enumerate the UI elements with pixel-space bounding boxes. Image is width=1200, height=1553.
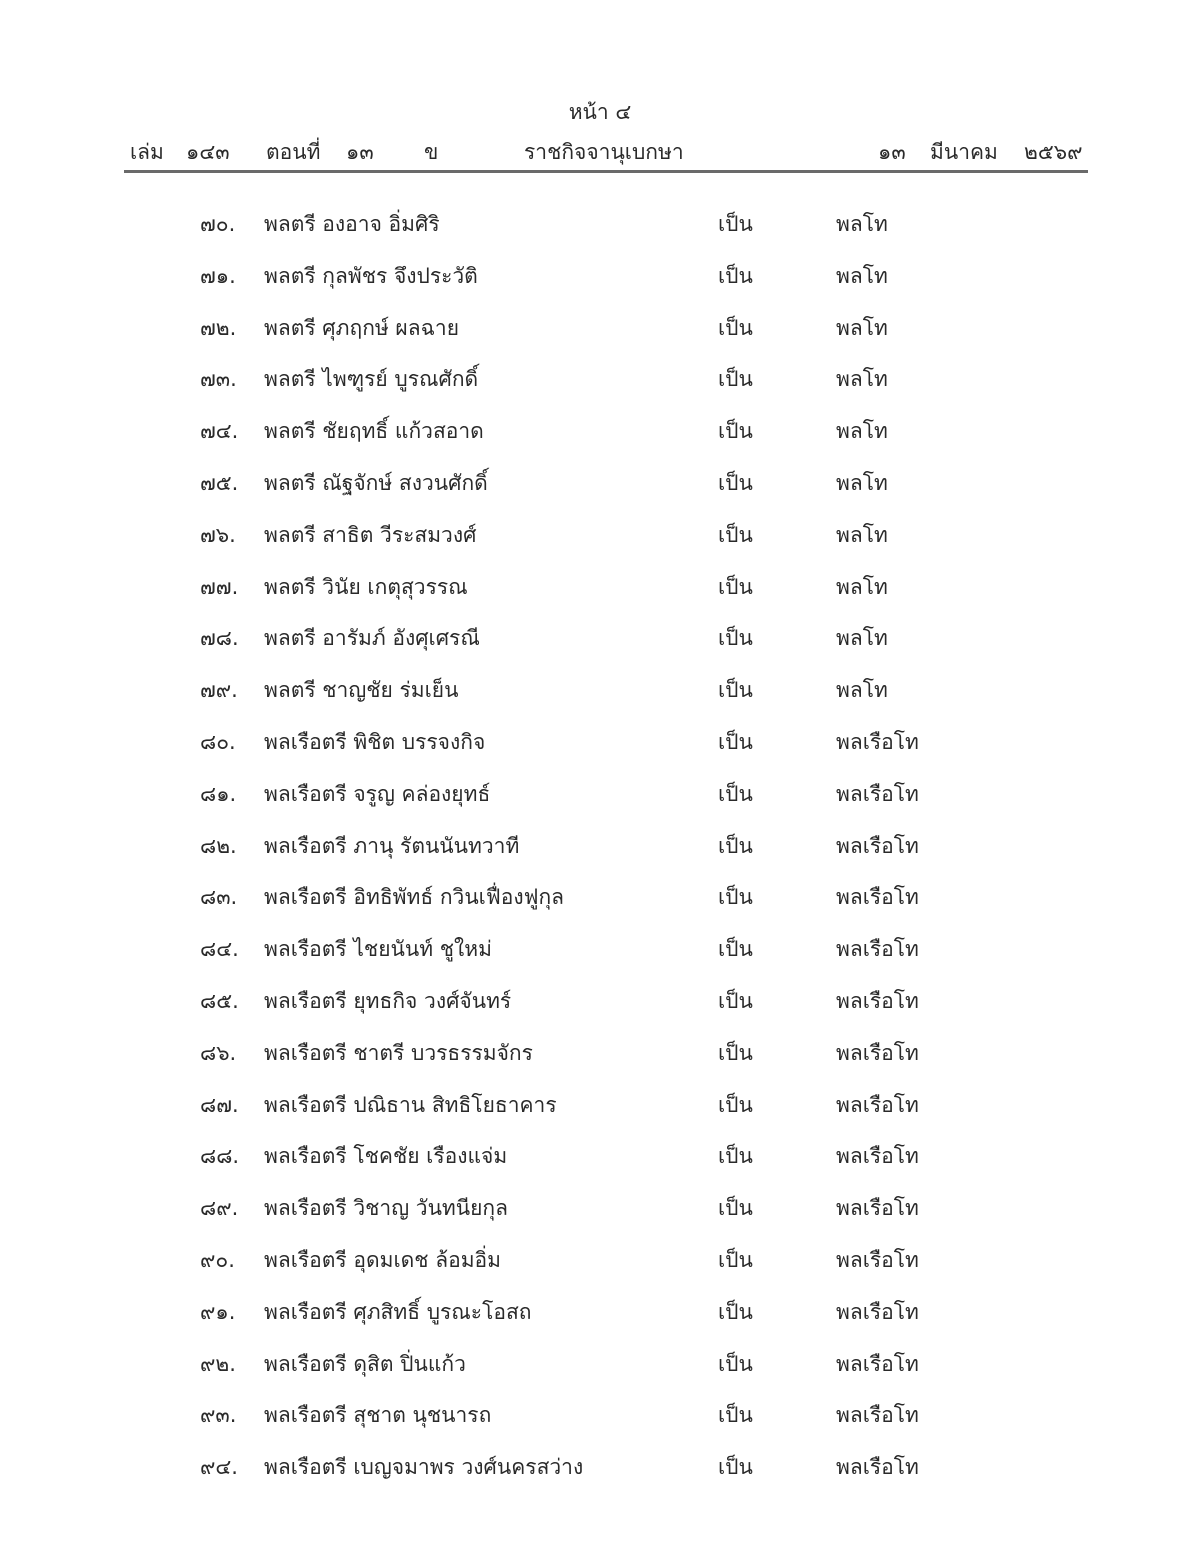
- list-item: [0, 260, 1200, 300]
- item-number: ๘๖.: [200, 1040, 237, 1065]
- officer-name: พลตรี ชาญชัย ร่มเย็น: [264, 678, 459, 703]
- promotion-verb: เป็น: [718, 885, 753, 910]
- officer-name: พลตรี กุลพัชร จึงประวัติ: [264, 263, 478, 288]
- volume-number: ๑๔๓: [186, 140, 230, 164]
- promotion-verb: เป็น: [718, 678, 753, 703]
- officer-name: พลเรือตรี ยุทธกิจ วงศ์จันทร์: [264, 989, 512, 1013]
- new-rank: พลโท: [836, 263, 888, 288]
- list-item: [0, 1399, 1200, 1439]
- new-rank: พลเรือโท: [836, 1144, 919, 1169]
- promotion-verb: เป็น: [718, 1455, 753, 1480]
- date-month: มีนาคม: [930, 140, 998, 164]
- item-number: ๙๓.: [200, 1403, 237, 1428]
- promotion-verb: เป็น: [718, 989, 753, 1013]
- list-item: [0, 208, 1200, 248]
- new-rank: พลเรือโท: [836, 781, 919, 806]
- list-item: [0, 1192, 1200, 1232]
- new-rank: พลโท: [836, 626, 888, 651]
- promotion-verb: เป็น: [718, 315, 753, 340]
- officer-name: พลเรือตรี พิชิต บรรจงกิจ: [264, 730, 486, 754]
- list-item: [0, 933, 1200, 973]
- new-rank: พลโท: [836, 419, 888, 444]
- list-item: [0, 1037, 1200, 1077]
- list-item: [0, 1244, 1200, 1284]
- promotion-verb: เป็น: [718, 937, 753, 962]
- list-item: [0, 1348, 1200, 1388]
- new-rank: พลเรือโท: [836, 1455, 919, 1480]
- list-item: [0, 881, 1200, 921]
- issue-number: ๑๓: [346, 140, 374, 164]
- promotion-verb: เป็น: [718, 1092, 753, 1117]
- new-rank: พลโท: [836, 678, 888, 703]
- officer-name: พลเรือตรี ไชยนันท์ ชูใหม่: [264, 937, 492, 962]
- new-rank: พลเรือโท: [836, 1040, 919, 1065]
- promotion-verb: เป็น: [718, 1144, 753, 1169]
- date-year: ๒๕๖๙: [1024, 140, 1083, 164]
- promotion-verb: เป็น: [718, 781, 753, 806]
- item-number: ๘๗.: [200, 1092, 239, 1117]
- officer-name: พลเรือตรี สุชาต นุชนารถ: [264, 1403, 492, 1428]
- promotion-verb: เป็น: [718, 730, 753, 754]
- list-item: [0, 622, 1200, 662]
- officer-name: พลเรือตรี อิทธิพัทธ์ กวินเฟื่องฟูกุล: [264, 885, 565, 910]
- new-rank: พลโท: [836, 471, 888, 495]
- promotion-verb: เป็น: [718, 419, 753, 444]
- list-item: [0, 985, 1200, 1025]
- list-item: [0, 415, 1200, 455]
- promotion-verb: เป็น: [718, 1196, 753, 1221]
- item-number: ๗๕.: [200, 471, 239, 495]
- promotion-verb: เป็น: [718, 263, 753, 288]
- list-item: [0, 1451, 1200, 1491]
- item-number: ๙๒.: [200, 1351, 236, 1376]
- officer-name: พลเรือตรี วิชาญ วันทนียกุล: [264, 1196, 509, 1221]
- list-item: [0, 1296, 1200, 1336]
- new-rank: พลเรือโท: [836, 937, 919, 962]
- publication-title: ราชกิจจานุเบกษา: [524, 140, 684, 164]
- officer-name: พลตรี อารัมภ์ อังศุเศรณี: [264, 626, 480, 651]
- volume-label: เล่ม: [130, 140, 164, 164]
- officer-name: พลตรี สาธิต วีระสมวงศ์: [264, 522, 477, 547]
- date-day: ๑๓: [878, 140, 906, 164]
- officer-name: พลเรือตรี เบญจมาพร วงศ์นครสว่าง: [264, 1455, 584, 1480]
- item-number: ๗๘.: [200, 626, 239, 651]
- item-number: ๘๔.: [200, 937, 239, 962]
- item-number: ๘๕.: [200, 989, 239, 1013]
- new-rank: พลเรือโท: [836, 885, 919, 910]
- promotion-verb: เป็น: [718, 522, 753, 547]
- officer-name: พลเรือตรี อุดมเดช ล้อมอิ่ม: [264, 1248, 501, 1272]
- officer-name: พลเรือตรี ปณิธาน สิทธิโยธาคาร: [264, 1092, 557, 1117]
- item-number: ๘๐.: [200, 730, 236, 754]
- item-number: ๗๒.: [200, 315, 237, 340]
- new-rank: พลเรือโท: [836, 833, 919, 858]
- promotion-verb: เป็น: [718, 1248, 753, 1272]
- item-number: ๙๔.: [200, 1455, 238, 1480]
- list-item: [0, 1089, 1200, 1129]
- list-item: [0, 778, 1200, 818]
- promotion-verb: เป็น: [718, 1040, 753, 1065]
- new-rank: พลโท: [836, 367, 888, 392]
- item-number: ๘๓.: [200, 885, 238, 910]
- new-rank: พลเรือโท: [836, 1248, 919, 1272]
- list-item: [0, 726, 1200, 766]
- promotion-verb: เป็น: [718, 1403, 753, 1428]
- new-rank: พลเรือโท: [836, 989, 919, 1013]
- item-number: ๗๖.: [200, 522, 236, 547]
- item-number: ๘๙.: [200, 1196, 239, 1221]
- item-number: ๗๗.: [200, 574, 239, 599]
- gazette-header: [126, 136, 1088, 168]
- header-divider: [124, 170, 1088, 173]
- new-rank: พลเรือโท: [836, 1351, 919, 1376]
- list-item: [0, 571, 1200, 611]
- promotion-verb: เป็น: [718, 833, 753, 858]
- item-number: ๘๒.: [200, 833, 237, 858]
- new-rank: พลเรือโท: [836, 1092, 919, 1117]
- officer-name: พลเรือตรี โชคชัย เรืองแจ่ม: [264, 1144, 508, 1169]
- item-number: ๗๑.: [200, 263, 236, 288]
- item-number: ๗๔.: [200, 419, 239, 444]
- officer-name: พลเรือตรี ดุสิต ปิ่นแก้ว: [264, 1351, 466, 1376]
- officer-name: พลตรี ไพฑูรย์ บูรณศักดิ์: [264, 367, 479, 392]
- officer-name: พลเรือตรี ชาตรี บวรธรรมจักร: [264, 1040, 533, 1065]
- list-item: [0, 312, 1200, 352]
- list-item: [0, 519, 1200, 559]
- page-number: หน้า ๔: [568, 100, 632, 124]
- officer-name: พลเรือตรี ศุภสิทธิ์ บูรณะโอสถ: [264, 1299, 532, 1324]
- officer-name: พลตรี ชัยฤทธิ์ แก้วสอาด: [264, 419, 484, 444]
- promotion-verb: เป็น: [718, 471, 753, 495]
- item-number: ๙๐.: [200, 1248, 235, 1272]
- officer-name: พลเรือตรี ภานุ รัตนนันทวาที: [264, 833, 520, 858]
- section-letter: ข: [424, 140, 439, 164]
- list-item: [0, 1140, 1200, 1180]
- item-number: ๘๑.: [200, 781, 237, 806]
- list-item: [0, 467, 1200, 507]
- officer-name: พลตรี วินัย เกตุสุวรรณ: [264, 574, 468, 599]
- item-number: ๗๓.: [200, 367, 237, 392]
- officer-name: พลตรี ศุภฤกษ์ ผลฉาย: [264, 315, 459, 340]
- new-rank: พลโท: [836, 574, 888, 599]
- promotion-verb: เป็น: [718, 574, 753, 599]
- new-rank: พลเรือโท: [836, 1403, 919, 1428]
- promotion-verb: เป็น: [718, 1351, 753, 1376]
- new-rank: พลเรือโท: [836, 1299, 919, 1324]
- item-number: ๙๑.: [200, 1299, 236, 1324]
- officer-name: พลตรี ณัฐจักษ์ สงวนศักดิ์: [264, 471, 488, 495]
- new-rank: พลโท: [836, 212, 888, 236]
- promotion-verb: เป็น: [718, 626, 753, 651]
- promotion-verb: เป็น: [718, 212, 753, 236]
- new-rank: พลโท: [836, 315, 888, 340]
- new-rank: พลเรือโท: [836, 730, 919, 754]
- item-number: ๘๘.: [200, 1144, 240, 1169]
- promotion-verb: เป็น: [718, 367, 753, 392]
- promotion-verb: เป็น: [718, 1299, 753, 1324]
- item-number: ๗๙.: [200, 678, 238, 703]
- officer-name: พลเรือตรี จรูญ คล่องยุทธ์: [264, 781, 491, 806]
- new-rank: พลเรือโท: [836, 1196, 919, 1221]
- issue-label: ตอนที่: [266, 140, 321, 164]
- list-item: [0, 830, 1200, 870]
- item-number: ๗๐.: [200, 212, 236, 236]
- new-rank: พลโท: [836, 522, 888, 547]
- list-item: [0, 674, 1200, 714]
- officer-name: พลตรี องอาจ อิ่มศิริ: [264, 212, 440, 236]
- list-item: [0, 363, 1200, 403]
